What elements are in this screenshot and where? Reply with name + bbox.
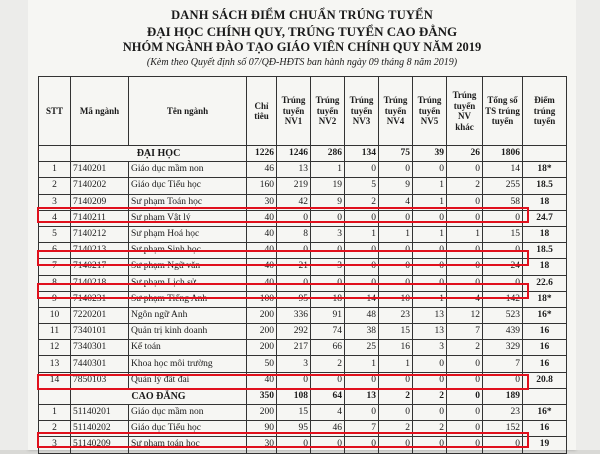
table-cell: 5 [39, 226, 71, 242]
table-cell: 25 [345, 340, 379, 356]
table-cell: 40 [247, 372, 277, 388]
table-cell: 51140209 [71, 437, 129, 453]
table-cell: Kế toán [129, 340, 247, 356]
table-cell: Giáo dục Tiểu học [129, 178, 247, 194]
table-cell: 1 [379, 226, 413, 242]
table-cell: 0 [413, 356, 447, 372]
title-line-2: ĐẠI HỌC CHÍNH QUY, TRÚNG TUYỂN CAO ĐẲNG [146, 24, 458, 39]
table-cell: 21 [277, 259, 311, 275]
table-cell: 7850103 [71, 372, 129, 388]
table-cell: 15 [483, 226, 523, 242]
table-cell: 16 [523, 340, 567, 356]
table-cell: 8 [277, 226, 311, 242]
table-cell: 0 [379, 405, 413, 421]
table-cell: 16 [523, 324, 567, 340]
table-cell: Sư phạm Tiếng Anh [129, 291, 247, 307]
table-cell: 42 [277, 194, 311, 210]
section-empty-cell [39, 146, 71, 162]
table-row [39, 324, 567, 340]
table-cell: 3 [39, 437, 71, 453]
col-header: Trúng tuyển NV3 [345, 77, 379, 146]
table-cell: 0 [413, 259, 447, 275]
table-cell: 24.7 [523, 210, 567, 226]
col-header: Trúng tuyển NV1 [277, 77, 311, 146]
table-cell: 160 [247, 178, 277, 194]
table-cell: 7140211 [71, 210, 129, 226]
table-cell: 7140201 [71, 162, 129, 178]
table-cell: 0 [413, 275, 447, 291]
table-cell: 0 [311, 243, 345, 259]
table-cell: Quản trị kinh doanh [129, 324, 247, 340]
table-cell: 1 [345, 356, 379, 372]
table-cell: 523 [483, 307, 523, 323]
table-cell: 18 [523, 226, 567, 242]
table-cell: 0 [277, 243, 311, 259]
col-header: Chỉ tiêu [247, 77, 277, 146]
table-cell: 4 [379, 194, 413, 210]
table-cell: 0 [447, 405, 483, 421]
table-cell: 200 [247, 307, 277, 323]
col-header: Điểm trúng tuyển [523, 77, 567, 146]
table-cell: 13 [413, 307, 447, 323]
table-cell: Sư phạm Vật lý [129, 210, 247, 226]
table-cell: 255 [483, 178, 523, 194]
highlight-box [37, 432, 529, 448]
table-row [39, 340, 567, 356]
table-cell: 0 [483, 243, 523, 259]
table-cell: 16 [523, 421, 567, 437]
section-total-cell: 0 [447, 388, 483, 404]
table-cell: 13 [277, 162, 311, 178]
table-cell: 5 [345, 178, 379, 194]
section-total-cell: 26 [447, 146, 483, 162]
table-cell: 22.6 [523, 275, 567, 291]
table-cell: 0 [277, 372, 311, 388]
table-cell: Khoa học môi trường [129, 356, 247, 372]
table-cell: Sư phạm Ngữ văn [129, 259, 247, 275]
table-cell: 0 [277, 437, 311, 453]
table-cell: 2 [447, 178, 483, 194]
table-cell: 2 [39, 178, 71, 194]
table-cell: 3 [413, 340, 447, 356]
table-cell: 7340101 [71, 324, 129, 340]
table-cell: 1 [39, 162, 71, 178]
table-cell: 0 [447, 437, 483, 453]
table-cell: 2 [345, 194, 379, 210]
table-cell: 50 [247, 356, 277, 372]
table-cell: 14 [345, 291, 379, 307]
table-cell: 0 [345, 275, 379, 291]
table-cell: 16 [523, 356, 567, 372]
table-cell: 2 [413, 421, 447, 437]
table-cell: 23 [379, 307, 413, 323]
table-cell: 2 [379, 421, 413, 437]
title-line-1: DANH SÁCH ĐIỂM CHUẨN TRÚNG TUYỂN [171, 8, 433, 22]
table-cell: 40 [247, 210, 277, 226]
table-cell: 8 [39, 275, 71, 291]
highlight-box [37, 207, 529, 223]
table-cell: 7140209 [71, 194, 129, 210]
table-cell: 0 [413, 405, 447, 421]
col-header: Trúng tuyển NV khác [447, 77, 483, 146]
table-cell: 12 [447, 307, 483, 323]
table-cell: 38 [345, 324, 379, 340]
section-label: CAO ĐẲNG [71, 388, 247, 404]
section-total-cell [523, 388, 567, 404]
table-cell: 40 [247, 259, 277, 275]
table-cell: 1 [379, 356, 413, 372]
table-cell: 0 [447, 421, 483, 437]
table-cell: 100 [247, 291, 277, 307]
highlight-box [37, 283, 529, 299]
table-cell: 0 [379, 372, 413, 388]
table-cell: 58 [483, 194, 523, 210]
table-cell: 16* [523, 405, 567, 421]
table-cell: 0 [345, 437, 379, 453]
table-cell: Sư phạm toán học [129, 437, 247, 453]
table-cell: 7 [447, 324, 483, 340]
table-cell: 1 [447, 226, 483, 242]
table-cell: 0 [413, 210, 447, 226]
table-cell: 16* [523, 307, 567, 323]
table-cell: 142 [483, 291, 523, 307]
table-cell: 0 [379, 243, 413, 259]
table-cell: 18 [311, 291, 345, 307]
table-row [39, 226, 567, 242]
table-cell: 0 [447, 243, 483, 259]
table-cell: 0 [379, 210, 413, 226]
table-cell: 336 [277, 307, 311, 323]
table-cell: 13 [39, 356, 71, 372]
table-cell: 0 [277, 275, 311, 291]
table-cell: 1 [413, 178, 447, 194]
table-cell: 40 [247, 243, 277, 259]
table-cell: 74 [311, 324, 345, 340]
section-row [39, 146, 567, 162]
table-cell: 1 [413, 194, 447, 210]
table-cell: 2 [311, 356, 345, 372]
table-row [39, 356, 567, 372]
table-cell: 6 [39, 243, 71, 259]
table-cell: 0 [379, 275, 413, 291]
table-cell: 23 [483, 405, 523, 421]
table-cell: 0 [413, 437, 447, 453]
title-line-3: NHÓM NGÀNH ĐÀO TẠO GIÁO VIÊN CHÍNH QUY NĂM 2019 [122, 40, 482, 54]
section-total-cell: 75 [379, 146, 413, 162]
table-cell: 7140202 [71, 178, 129, 194]
table-cell: 15 [379, 324, 413, 340]
table-cell: 7140212 [71, 226, 129, 242]
table-cell: 14 [483, 162, 523, 178]
table-cell: Giáo dục mầm non [129, 405, 247, 421]
table-cell: 0 [311, 275, 345, 291]
table-cell: 90 [247, 421, 277, 437]
table-cell: 7140218 [71, 275, 129, 291]
table-cell: 0 [277, 210, 311, 226]
table-cell: 329 [483, 340, 523, 356]
table-cell: 0 [483, 372, 523, 388]
table-cell: 1 [39, 405, 71, 421]
table-cell: 0 [345, 372, 379, 388]
table-cell: 439 [483, 324, 523, 340]
table-row [39, 405, 567, 421]
table-cell: Giáo dục mầm non [129, 162, 247, 178]
table-cell: 0 [345, 162, 379, 178]
table-cell: 0 [447, 356, 483, 372]
table-cell: 20.8 [523, 372, 567, 388]
table-cell: 7140217 [71, 259, 129, 275]
section-row [39, 388, 567, 404]
table-cell: Quản lý đất đai [129, 372, 247, 388]
title-subtitle: (Kèm theo Quyết định số 07/QĐ-HĐTS ban hành ngày 09 tháng 8 năm 2019) [146, 57, 458, 68]
col-header: Tổng số TS trúng tuyển [483, 77, 523, 146]
col-header: Mã ngành [71, 77, 129, 146]
table-cell: 30 [247, 437, 277, 453]
col-header: Trúng tuyển NV5 [413, 77, 447, 146]
table-cell: 0 [447, 259, 483, 275]
table-cell: 19 [311, 178, 345, 194]
table-cell: 200 [247, 324, 277, 340]
table-cell: 0 [345, 210, 379, 226]
table-cell: 7140231 [71, 291, 129, 307]
table-cell: 51140201 [71, 405, 129, 421]
section-total-cell: 350 [247, 388, 277, 404]
table-cell: 18 [523, 194, 567, 210]
table-row [39, 307, 567, 323]
table-cell: 0 [345, 243, 379, 259]
table-cell: 1 [413, 226, 447, 242]
table-cell: 10 [379, 291, 413, 307]
highlight-box [37, 374, 529, 390]
table-cell: 4 [311, 405, 345, 421]
table-cell: 16 [379, 340, 413, 356]
table-cell: 0 [379, 437, 413, 453]
table-cell: 18* [523, 291, 567, 307]
table-cell: 7440301 [71, 356, 129, 372]
section-total-cell: 39 [413, 146, 447, 162]
table-cell: 95 [277, 291, 311, 307]
table-cell: 0 [311, 437, 345, 453]
right-margin [576, 0, 600, 450]
table-cell: 7 [345, 421, 379, 437]
section-total-cell: 1246 [277, 146, 311, 162]
table-cell: 1 [311, 162, 345, 178]
table-cell: 7340301 [71, 340, 129, 356]
table-cell: 152 [483, 421, 523, 437]
table-cell: 3 [311, 226, 345, 242]
table-cell: 19 [523, 437, 567, 453]
table-cell: Sư phạm Hoá học [129, 226, 247, 242]
table-row [39, 162, 567, 178]
table-cell: 2 [447, 340, 483, 356]
table-cell: 0 [413, 243, 447, 259]
col-header: Tên ngành [129, 77, 247, 146]
table-cell: 219 [277, 178, 311, 194]
table-cell: 0 [345, 405, 379, 421]
table-cell: 1 [345, 226, 379, 242]
table-cell: 0 [483, 275, 523, 291]
table-cell: 40 [247, 226, 277, 242]
table-cell: 51140202 [71, 421, 129, 437]
table-cell: 7 [39, 259, 71, 275]
table-cell: 9 [379, 178, 413, 194]
table-header-row [39, 77, 567, 146]
table-cell: 24 [483, 259, 523, 275]
table-cell: 14 [39, 372, 71, 388]
table-cell: 9 [311, 194, 345, 210]
table-cell: 217 [277, 340, 311, 356]
section-total-cell: 2 [379, 388, 413, 404]
table-cell: 18* [523, 162, 567, 178]
table-cell: 0 [379, 162, 413, 178]
table-cell: 0 [413, 372, 447, 388]
table-cell: 0 [483, 210, 523, 226]
table-cell: 95 [277, 421, 311, 437]
table-cell: Sư phạm Lịch sử [129, 275, 247, 291]
table-cell: 0 [447, 372, 483, 388]
table-cell: 7220201 [71, 307, 129, 323]
table-cell: 200 [247, 340, 277, 356]
highlight-box [37, 250, 529, 266]
section-total-cell: 13 [345, 388, 379, 404]
section-total-cell [523, 146, 567, 162]
section-empty-cell [39, 388, 71, 404]
table-cell: 4 [447, 291, 483, 307]
table-cell: 48 [345, 307, 379, 323]
table-cell: 18 [523, 259, 567, 275]
table-cell: 3 [39, 194, 71, 210]
section-total-cell: 108 [277, 388, 311, 404]
table-cell: 46 [247, 162, 277, 178]
table-cell: 15 [277, 405, 311, 421]
table-cell: 66 [311, 340, 345, 356]
section-total-cell: 64 [311, 388, 345, 404]
section-total-cell: 1806 [483, 146, 523, 162]
col-header: Trúng tuyển NV4 [379, 77, 413, 146]
table-cell: 0 [447, 210, 483, 226]
table-cell: 0 [447, 275, 483, 291]
table-cell: 10 [39, 307, 71, 323]
table-cell: Sư phạm Sinh học [129, 243, 247, 259]
section-total-cell: 286 [311, 146, 345, 162]
table-cell: 13 [413, 324, 447, 340]
table-cell: 0 [379, 259, 413, 275]
table-cell: 0 [447, 194, 483, 210]
table-cell: Ngôn ngữ Anh [129, 307, 247, 323]
table-cell: 40 [247, 275, 277, 291]
table-cell: 9 [39, 291, 71, 307]
table-cell: 0 [413, 162, 447, 178]
table-cell: 200 [247, 405, 277, 421]
table-cell: 7 [483, 356, 523, 372]
table-cell: 0 [483, 437, 523, 453]
table-cell: 30 [247, 194, 277, 210]
table-cell: 292 [277, 324, 311, 340]
table-cell: 11 [39, 324, 71, 340]
section-total-cell: 2 [413, 388, 447, 404]
left-margin [0, 0, 28, 450]
col-header: STT [39, 77, 71, 146]
table-cell: 2 [39, 421, 71, 437]
table-cell: 1 [413, 291, 447, 307]
section-total-cell: 189 [483, 388, 523, 404]
section-total-cell: 134 [345, 146, 379, 162]
section-label: ĐẠI HỌC [71, 146, 247, 162]
table-cell: 0 [311, 210, 345, 226]
table-cell: 0 [345, 259, 379, 275]
table-cell: 3 [311, 259, 345, 275]
table-cell: 18.5 [523, 178, 567, 194]
table-cell: 12 [39, 340, 71, 356]
table-cell: 4 [39, 210, 71, 226]
table-cell: 0 [447, 162, 483, 178]
table-row [39, 178, 567, 194]
table-cell: 7140213 [71, 243, 129, 259]
col-header: Trúng tuyển NV2 [311, 77, 345, 146]
table-cell: 18.5 [523, 243, 567, 259]
section-total-cell: 1226 [247, 146, 277, 162]
table-cell: 0 [311, 372, 345, 388]
table-cell: Giáo dục Tiểu học [129, 421, 247, 437]
table-cell: 91 [311, 307, 345, 323]
table-cell: 3 [277, 356, 311, 372]
table-cell: Sư phạm Toán học [129, 194, 247, 210]
table-cell: 46 [311, 421, 345, 437]
